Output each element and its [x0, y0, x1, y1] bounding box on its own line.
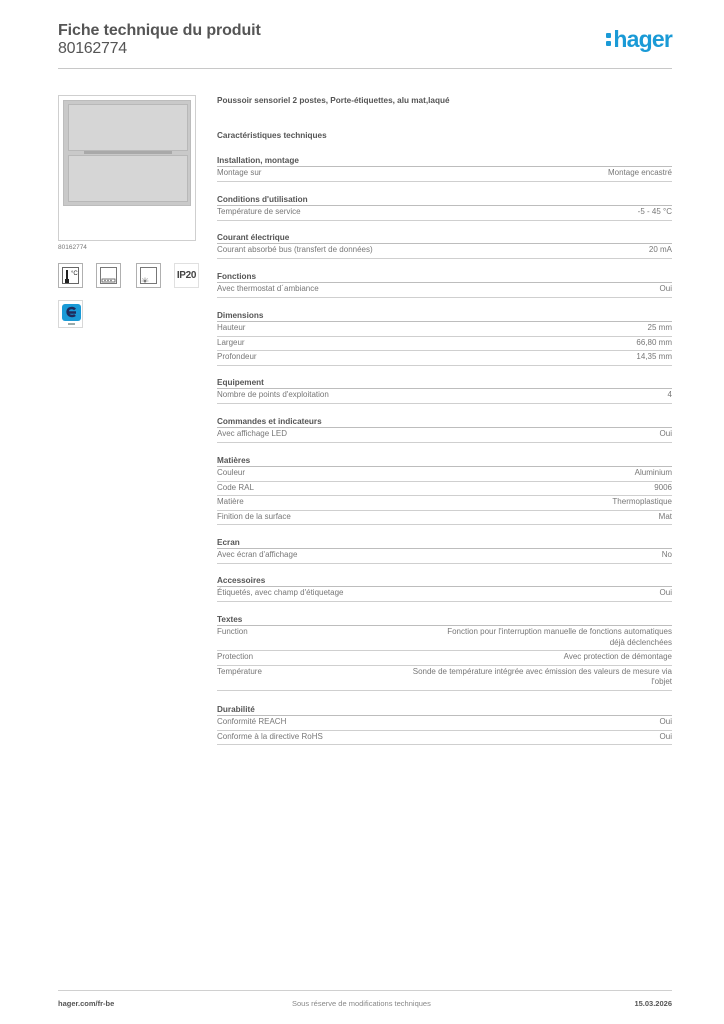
spec-label: Largeur — [217, 337, 245, 347]
spec-label: Étiquetés, avec champ d'étiquetage — [217, 588, 344, 597]
spec-value: Oui — [659, 717, 672, 726]
section-title: Installation, montage — [217, 155, 672, 167]
logo-text: hager — [613, 26, 672, 52]
spec-label: Couleur — [217, 468, 246, 477]
section-accessoires — [217, 575, 672, 602]
spec-label: Hauteur — [217, 323, 246, 332]
spec-value: Oui — [659, 731, 672, 741]
display-led-icon — [96, 263, 121, 288]
section-commandes — [217, 416, 672, 443]
section-title: Durabilité — [217, 704, 672, 716]
spec-row — [217, 666, 672, 691]
spec-row — [217, 511, 672, 526]
hager-logo — [606, 26, 672, 52]
e-label-icon — [58, 300, 83, 328]
section-title: Matières — [217, 455, 672, 467]
product-image — [58, 95, 196, 241]
spec-value: Avec protection de démontage — [563, 652, 672, 661]
rocker-bottom — [68, 155, 188, 202]
spec-row — [217, 389, 672, 404]
spec-row — [217, 587, 672, 602]
section-title: Ecran — [217, 537, 672, 549]
spec-row — [217, 337, 672, 352]
spec-label: Finition de la surface — [217, 511, 291, 521]
footer-date: 15.03.2026 — [634, 999, 672, 1008]
spec-value: 20 mA — [648, 245, 672, 254]
spec-value: 66,80 mm — [636, 337, 672, 347]
thermometer-celsius-icon — [58, 263, 83, 288]
spec-value: Mat — [658, 511, 672, 521]
rocker-divider — [84, 151, 172, 154]
section-conditions — [217, 194, 672, 221]
spec-label: Function — [217, 627, 248, 636]
page-header — [58, 20, 672, 70]
spec-row — [217, 351, 672, 366]
spec-row — [217, 482, 672, 497]
footer-website-link[interactable]: hager.com/fr-be — [58, 999, 115, 1008]
logo-colon-icon — [606, 30, 612, 48]
section-title: Accessoires — [217, 575, 672, 587]
image-caption: 80162774 — [58, 244, 87, 251]
spec-value: Fonction pour l'interruption manuelle de fonctions automatiques déjà déclenchées — [447, 627, 672, 647]
footer-disclaimer: Sous réserve de modifications techniques — [292, 999, 431, 1008]
spec-row — [217, 244, 672, 259]
svg-text:°C: °C — [71, 271, 78, 277]
spec-row — [217, 716, 672, 731]
light-sensor-icon — [136, 263, 161, 288]
ip-rating-icon: IP20 — [174, 263, 199, 288]
section-title: Textes — [217, 614, 672, 626]
spec-label: Profondeur — [217, 352, 257, 361]
spec-value: Oui — [659, 588, 672, 597]
section-equipement — [217, 377, 672, 404]
spec-value: Sonde de température intégrée avec émission des valeurs de mesure via l'objet — [412, 666, 672, 686]
spec-value: 4 — [667, 390, 672, 399]
spec-value: Thermoplastique — [612, 497, 672, 506]
spec-value: Aluminium — [634, 468, 672, 477]
spec-title: Caractéristiques techniques — [217, 131, 327, 140]
rocker-top — [68, 104, 188, 151]
spec-value: No — [661, 550, 672, 559]
spec-value: Oui — [659, 429, 672, 438]
spec-label: Code RAL — [217, 482, 254, 492]
section-title: Courant électrique — [217, 232, 672, 244]
section-textes — [217, 614, 672, 691]
spec-value: Montage encastré — [607, 168, 672, 177]
spec-row — [217, 549, 672, 564]
product-number: 80162774 — [58, 40, 127, 57]
spec-row — [217, 167, 672, 182]
spec-label: Température — [217, 666, 262, 676]
section-title: Commandes et indicateurs — [217, 416, 672, 428]
section-title: Fonctions — [217, 271, 672, 283]
spec-value: 25 mm — [647, 323, 672, 332]
spec-value: 9006 — [654, 482, 672, 492]
spec-row — [217, 206, 672, 221]
spec-row — [217, 283, 672, 298]
spec-label: Avec thermostat d´ambiance — [217, 284, 319, 293]
spec-label: Courant absorbé bus (transfert de données) — [217, 245, 373, 254]
spec-label: Avec écran d'affichage — [217, 550, 298, 559]
section-title: Conditions d'utilisation — [217, 194, 672, 206]
spec-row — [217, 731, 672, 746]
spec-label: Température de service — [217, 207, 301, 216]
section-durabilite — [217, 704, 672, 745]
section-fonctions — [217, 271, 672, 298]
spec-row — [217, 626, 672, 651]
spec-label: Conforme à la directive RoHS — [217, 731, 323, 741]
section-installation — [217, 155, 672, 182]
spec-label: Conformité REACH — [217, 717, 287, 726]
section-title: Dimensions — [217, 310, 672, 322]
section-courant — [217, 232, 672, 259]
spec-row — [217, 496, 672, 511]
spec-label: Montage sur — [217, 168, 262, 177]
section-dimensions — [217, 310, 672, 366]
product-plate — [63, 100, 191, 206]
spec-row — [217, 467, 672, 482]
header-divider — [58, 68, 672, 69]
spec-label: Matière — [217, 497, 244, 506]
document-title: Fiche technique du produit — [58, 22, 261, 39]
spec-row — [217, 651, 672, 666]
spec-value: -5 - 45 °C — [637, 207, 672, 216]
spec-label: Avec affichage LED — [217, 429, 287, 438]
footer-divider — [58, 990, 672, 991]
spec-label: Nombre de points d'exploitation — [217, 390, 329, 399]
spec-value: Oui — [659, 284, 672, 293]
section-ecran — [217, 537, 672, 564]
section-matieres — [217, 455, 672, 525]
spec-row — [217, 322, 672, 337]
product-description: Poussoir sensoriel 2 postes, Porte-étiquettes, alu mat,laqué — [217, 96, 450, 105]
spec-row — [217, 428, 672, 443]
spec-value: 14,35 mm — [636, 352, 672, 361]
spec-label: Protection — [217, 652, 254, 661]
section-title: Equipement — [217, 377, 672, 389]
